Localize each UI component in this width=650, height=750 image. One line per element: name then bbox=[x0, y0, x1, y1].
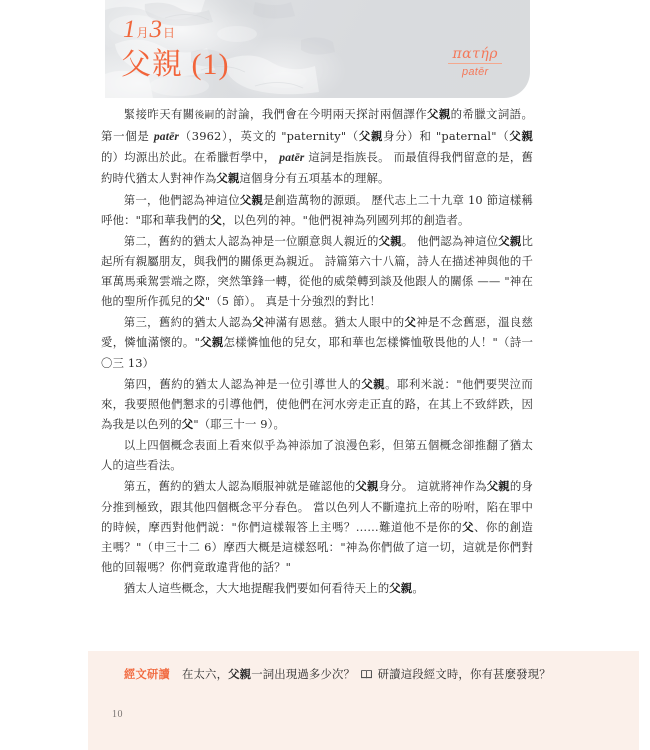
paragraph bbox=[101, 231, 533, 311]
greek-transliteration: patēr bbox=[461, 66, 489, 79]
emphasis-term: 父 bbox=[181, 416, 194, 431]
text-run: 、你的創造主嗎？"（申三十二 6）摩西大概是這樣怒吼："神為你們做了這一切，這就是你們對他的回報嗎？你們竟敢違背他的話？" bbox=[101, 519, 533, 574]
emphasis-term: 父親 bbox=[427, 107, 451, 121]
date-day-unit: 日 bbox=[163, 26, 176, 40]
emphasis-term: 父親 bbox=[498, 233, 522, 248]
emphasis-term: 父親 bbox=[355, 479, 379, 494]
book-icon bbox=[361, 666, 372, 685]
greek-keyword-block bbox=[448, 46, 502, 79]
text-run: 一詞出現過多少次？ bbox=[251, 667, 359, 681]
text-run: 第一，他們認為神這位 bbox=[123, 192, 240, 207]
text-run: 第五，舊約的猶太人認為順服神就是確認他的 bbox=[123, 479, 356, 494]
text-run: 第三，舊約的猶太人認為 bbox=[123, 315, 253, 330]
text-run: 身分。 這就將神作為 bbox=[378, 479, 487, 494]
greek-term: patēr bbox=[153, 130, 180, 144]
text-run: （3962），英文的 "paternity"（ bbox=[179, 129, 359, 144]
date-line bbox=[123, 17, 176, 42]
text-run: 這個身分有五項基本的理解。 bbox=[239, 171, 390, 186]
paragraph bbox=[101, 476, 533, 576]
emphasis-term: 父 bbox=[252, 315, 265, 330]
paragraph bbox=[101, 578, 533, 598]
text-run: 第四，舊約的猶太人認為神是一位引導世人的 bbox=[123, 376, 362, 391]
text-run: 的）均源出於此。在希臘哲學中， bbox=[101, 150, 280, 165]
text-run: "（耶三十一 9）。 bbox=[193, 416, 285, 431]
emphasis-term: 父 bbox=[462, 519, 474, 534]
text-run: 。 bbox=[412, 581, 424, 596]
text-run: 猶太人這些概念，大大地提醒我們要如何看待天上的 bbox=[123, 581, 390, 596]
date-day-number: 3 bbox=[149, 16, 163, 43]
text-run: 的討論，我們會在今明兩天探討兩個譯作 bbox=[214, 107, 428, 121]
text-run: 第二，舊約的猶太人認為神是一位願意與人親近的 bbox=[123, 233, 379, 248]
text-run: 比起所有親屬朋友，與我們的關係更為親近。 詩篇第六十八篇，詩人在描述神與他的千軍萬馬乘駕雲端之際，突然筆鋒一轉，從他的威榮轉到談及他跟人的關係 —— "神在他的聖所作孤兒的 bbox=[101, 233, 533, 309]
text-run: 。 他們認為神這位 bbox=[401, 233, 499, 248]
emphasis-term: 父親 bbox=[378, 233, 402, 248]
paragraph bbox=[101, 374, 533, 434]
paragraph bbox=[101, 312, 533, 372]
emphasis-term: 父親 bbox=[239, 192, 264, 207]
text-run: 神滿有恩慈。猶太人眼中的 bbox=[264, 315, 405, 330]
text-run: 身分）和 "paternal"（ bbox=[383, 129, 510, 144]
emphasis-term: 父親 bbox=[358, 129, 384, 144]
date-month-unit: 月 bbox=[136, 26, 149, 40]
header-banner bbox=[105, 0, 530, 98]
text-run: "（5 節）。 真是十分強烈的對比！ bbox=[204, 294, 382, 309]
emphasis-term: 父親 bbox=[509, 129, 533, 144]
text-run: 以上四個概念表面上看來似乎為神添加了浪漫色彩，但第五個概念卻推翻了猶太人的這些看法。 bbox=[101, 438, 533, 473]
greek-term: patēr bbox=[279, 151, 305, 165]
text-run: 緊接昨天有關 bbox=[123, 107, 195, 121]
emphasis-term: 父親 bbox=[228, 667, 252, 681]
emphasis-term: 父親 bbox=[216, 171, 240, 186]
text-run: 在太六， bbox=[181, 667, 229, 681]
emphasis-term: 父 bbox=[404, 315, 417, 330]
emphasis-term: 父 bbox=[193, 294, 205, 309]
scripture-study-callout bbox=[88, 651, 639, 750]
callout-label: 經文研讀 bbox=[124, 667, 170, 681]
text-run: 怎樣憐恤他的兒女，耶和華也怎樣憐恤敬畏他的人！"（詩一〇三 13） bbox=[101, 335, 533, 370]
greek-word: πατήρ bbox=[448, 46, 502, 64]
callout-question-text bbox=[182, 665, 613, 685]
emphasis-term: 父 bbox=[210, 212, 222, 227]
text-run: ，以色列的神。"他們視神為列國列邦的創造者。 bbox=[221, 212, 470, 227]
page-title: 父親 (1) bbox=[121, 48, 230, 81]
text-run: 這詞是指族長。 而最值得我們留意的是，舊約時代猶太人對神作為 bbox=[101, 150, 533, 186]
text-run: 是創造萬物的源頭。 歷代志上二十九章 10 節這樣稱呼他："耶和華我們的 bbox=[101, 192, 533, 227]
text-run: 神是不念舊惡，溫良慈愛，憐恤滿懷的。" bbox=[101, 315, 533, 350]
text-run: 的希臘文詞語。第一個是 bbox=[101, 107, 533, 144]
emphasis-term: 父親 bbox=[389, 581, 413, 596]
text-run: 。耶利米説："他們要哭泣而來，我要照他們懇求的引導他們，使他們在河水旁走正直的路，在其上不致絆跌，因為我是以色列的 bbox=[101, 376, 533, 431]
article-body bbox=[101, 104, 533, 599]
emphasis-term: 父親 bbox=[361, 376, 386, 391]
callout-inner bbox=[88, 651, 639, 685]
paragraph bbox=[101, 190, 533, 230]
annotated-term: 後嗣 bbox=[194, 110, 215, 121]
text-run: 研讀這段經文時，你有甚麼發現？ bbox=[373, 667, 551, 681]
date-month-number: 1 bbox=[123, 16, 136, 43]
paragraph bbox=[101, 435, 533, 475]
paragraph bbox=[101, 104, 533, 188]
text-run: 的身分推到極致，跟其他四個概念平分春色。 當以色列人不斷違抗上帝的吩咐，陷在罪中的時候，摩西對他們説："你們這樣報答上主嗎？……難道他不是你的 bbox=[101, 479, 533, 534]
page-number: 10 bbox=[112, 709, 123, 720]
emphasis-term: 父親 bbox=[486, 479, 510, 494]
emphasis-term: 父親 bbox=[199, 335, 224, 350]
